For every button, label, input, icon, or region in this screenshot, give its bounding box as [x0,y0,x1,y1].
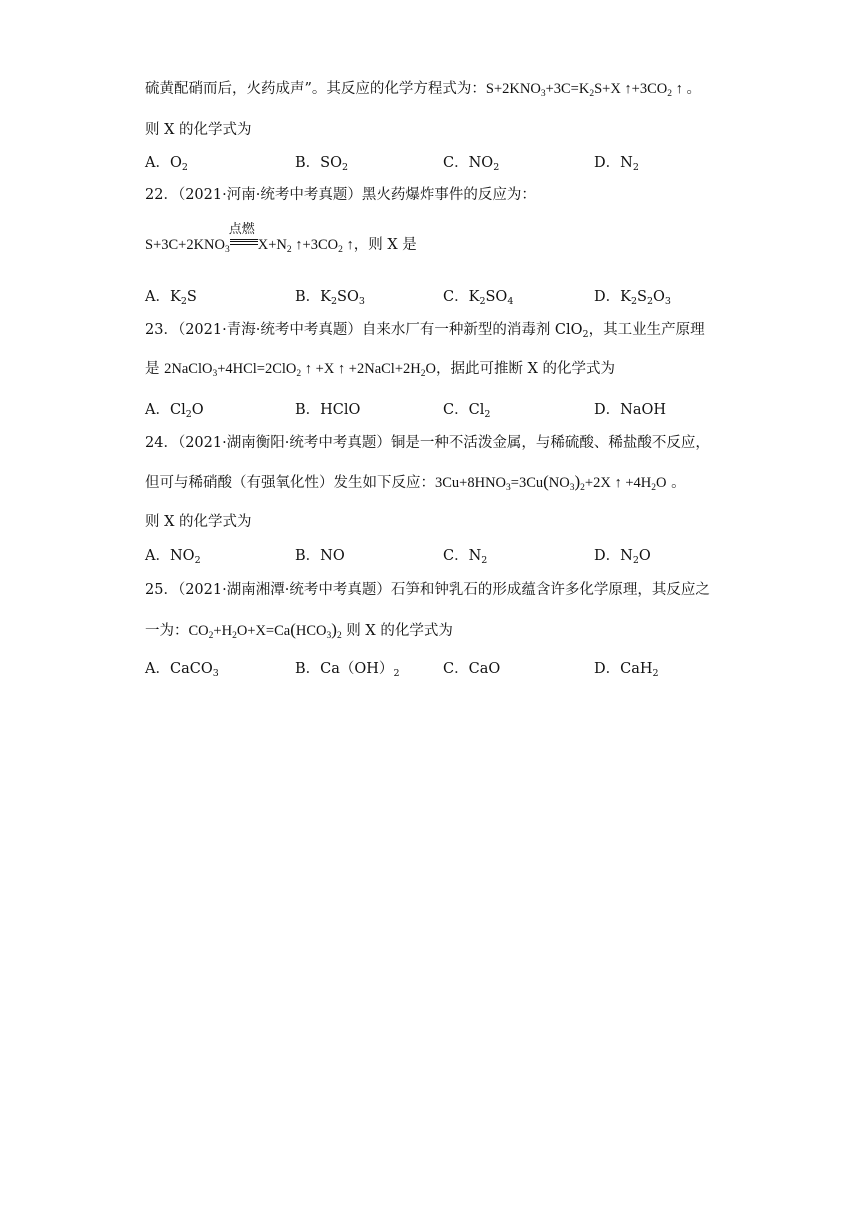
q25-option-b[interactable]: B．$Ca(OH)_2$ [295,661,400,679]
q24-option-a[interactable]: A．$NO_2$ [145,548,201,566]
q25-option-a[interactable]: A．CaCO$_3$ [145,661,219,679]
q25-line2: 一为：$CO_2+H_2O+X=Ca(HCO_3)_2$ 则 X 的化学式为 [145,620,453,641]
q23-option-b[interactable]: B．HClO [295,402,361,418]
q25-stem: 25．（2021·湖南湘潭·统考中考真题）石笋和钟乳石的形成蕴含许多化学原理，其反应之 [145,582,710,598]
q24-stem: 24．（2021·湖南衡阳·统考中考真题）铜是一种不活泼金属，与稀硫酸、稀盐酸不反应， [145,435,710,451]
q24-equation: $3Cu+8HNO_3=3Cu(NO_3)_2+2X$ ↑ $+4H_2O$ [435,472,667,493]
q24-line3: 则 X 的化学式为 [145,514,252,530]
q22-options [145,287,745,307]
reaction-condition: 点燃 [230,236,258,250]
q23-option-d[interactable]: D．NaOH [594,402,667,418]
q23-options [145,400,745,420]
q21-line2: 则 X 的化学式为 [145,122,252,138]
q24-option-b[interactable]: B．NO [295,548,345,564]
q24-options [145,546,745,566]
q23-option-c[interactable]: C．$Cl_2$ [443,402,491,420]
q21-option-d[interactable]: D．$N_2$ [594,155,639,173]
q25-option-c[interactable]: C．CaO [443,661,501,677]
q23-equation: 2NaClO$_3$+4HCl=2ClO$_2$ ↑ +X ↑ $+2NaCl+2H_2O$ [164,361,436,379]
q23-stem: 23．（2021·青海·统考中考真题）自来水厂有一种新型的消毒剂 ClO$_2$，其工业生产原理 [145,322,705,340]
q25-equation: $CO_2+H_2O+X=Ca(HCO_3)_2$ [188,620,342,641]
q22-stem: 22．（2021·河南·统考中考真题）黑火药爆炸事件的反应为： [145,187,536,203]
q22-option-d[interactable]: D．$K_2S_2O_3$ [594,289,671,307]
q22-option-a[interactable]: A．$K_2S$ [145,289,197,307]
q21-option-b[interactable]: B．$SO_2$ [295,155,349,173]
q24-line2: 但可与稀硝酸（有强氧化性）发生如下反应：$3Cu+8HNO_3=3Cu(NO_3)_2+2X$ ↑ $+4H_2O$ 。 [145,472,686,493]
q23-option-a[interactable]: A．$Cl_2O$ [145,402,204,420]
q24-option-c[interactable]: C．$N_2$ [443,548,488,566]
q23-line2: 是 2NaClO$_3$+4HCl=2ClO$_2$ ↑ +X ↑ $+2NaCl+2H_2O$，据此可推断 X 的化学式为 [145,361,616,379]
q21-line1: 硫黄配硝而后，火药成声”。其反应的化学方程式为：$S+2KNO_3+3C=K_2S+X$ $↑+3CO_2$ ↑ 。 [145,81,701,99]
q25-options [145,659,745,679]
q21-option-c[interactable]: C．$NO_2$ [443,155,500,173]
q24-option-d[interactable]: D．$N_2O$ [594,548,651,566]
q21-equation: $S+2KNO_3+3C=K_2S+X$ $↑+3CO_2$ ↑ 。 [485,81,701,99]
q22-equation: $S+3C+2KNO_3$ 点燃 $X+N_2$ $↑+3CO_2$ ↑，则 X 是 [145,221,417,255]
q21-options [145,153,745,173]
q21-option-a[interactable]: A．$O_2$ [145,155,188,173]
q25-option-d[interactable]: D．CaH$_2$ [594,661,659,679]
q22-option-b[interactable]: B．$K_2SO_3$ [295,289,365,307]
q22-option-c[interactable]: C．$K_2SO_4$ [443,289,514,307]
